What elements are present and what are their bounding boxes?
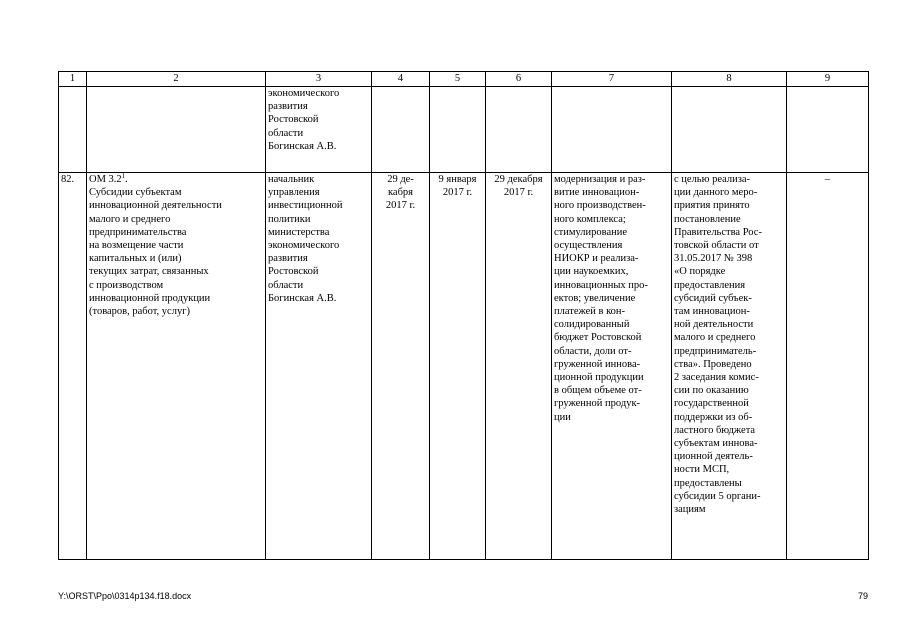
expected-results-cell: модернизация и раз- витие инновацион- ного производствен- ного комплекса; стимулирование осуществления НИОКР и реализа- ции наукоемких, инновационных про- ектов; увеличение платежей в кон- солидированный бюджет Ростовской области, доли от- груженной иннова- ционной продукции в общем объеме от- груженной продук- ции <box>552 173 672 560</box>
footer-page-number: 79 <box>857 591 868 601</box>
header-cell-6: 6 <box>486 72 552 87</box>
measure-code: ОМ 3.2 <box>89 174 122 185</box>
responsible-person-cell: экономического развития Ростовской области Богинская А.В. <box>266 87 372 173</box>
row-number-cell: 82. <box>59 173 87 560</box>
cell-empty <box>486 87 552 173</box>
actual-start-date-cell: 9 января 2017 г. <box>430 173 486 560</box>
cell-empty <box>430 87 486 173</box>
actual-results-cell: с целью реализа- ции данного меро- приятия принято постановление Правительства Рос- товской области от 31.05.2017 № 398 «О порядке предоставления субсидий субъек- там инновацион- ной деятельности малого и среднего предприниматель- ства». Проведено 2 заседания комис- сии по оказанию государственной поддержки из об- ластного бюджета субъектам иннова- ционной деятель- ности МСП, предоставлены субсидии 5 органи- зациям <box>672 173 787 560</box>
actual-end-date-cell: 29 декабря 2017 г. <box>486 173 552 560</box>
header-cell-5: 5 <box>430 72 486 87</box>
table-row-continued <box>59 87 869 173</box>
cell-empty <box>59 87 87 173</box>
cell-empty <box>552 87 672 173</box>
header-cell-4: 4 <box>372 72 430 87</box>
header-cell-9: 9 <box>787 72 869 87</box>
measure-title: Субсидии субъектам инновационной деятельности малого и среднего предпринимательства на возмещение части капитальных и (или) текущих затрат, связанных с производством инновационной продукции (товаров, работ, услуг) <box>89 187 222 318</box>
cell-empty <box>372 87 430 173</box>
measure-title-cell <box>87 173 266 560</box>
header-cell-7: 7 <box>552 72 672 87</box>
header-cell-2: 2 <box>87 72 266 87</box>
reasons-cell: – <box>787 173 869 560</box>
column-number-header-row <box>59 72 869 87</box>
measure-code-superscript: 1 <box>121 172 126 180</box>
cell-empty <box>787 87 869 173</box>
cell-empty <box>87 87 266 173</box>
header-cell-1: 1 <box>59 72 87 87</box>
planned-end-date-cell: 29 де- кабря 2017 г. <box>372 173 430 560</box>
responsible-person-cell: начальник управления инвестиционной политики министерства экономического развития Ростовской области Богинская А.В. <box>266 173 372 560</box>
table-row-82 <box>59 173 869 560</box>
header-cell-8: 8 <box>672 72 787 87</box>
footer-file-path: Y:\ORST\Ppo\0314p134.f18.docx <box>58 591 192 601</box>
measure-code-tail: . <box>125 174 128 185</box>
header-cell-3: 3 <box>266 72 372 87</box>
cell-empty <box>672 87 787 173</box>
report-table <box>58 71 869 560</box>
